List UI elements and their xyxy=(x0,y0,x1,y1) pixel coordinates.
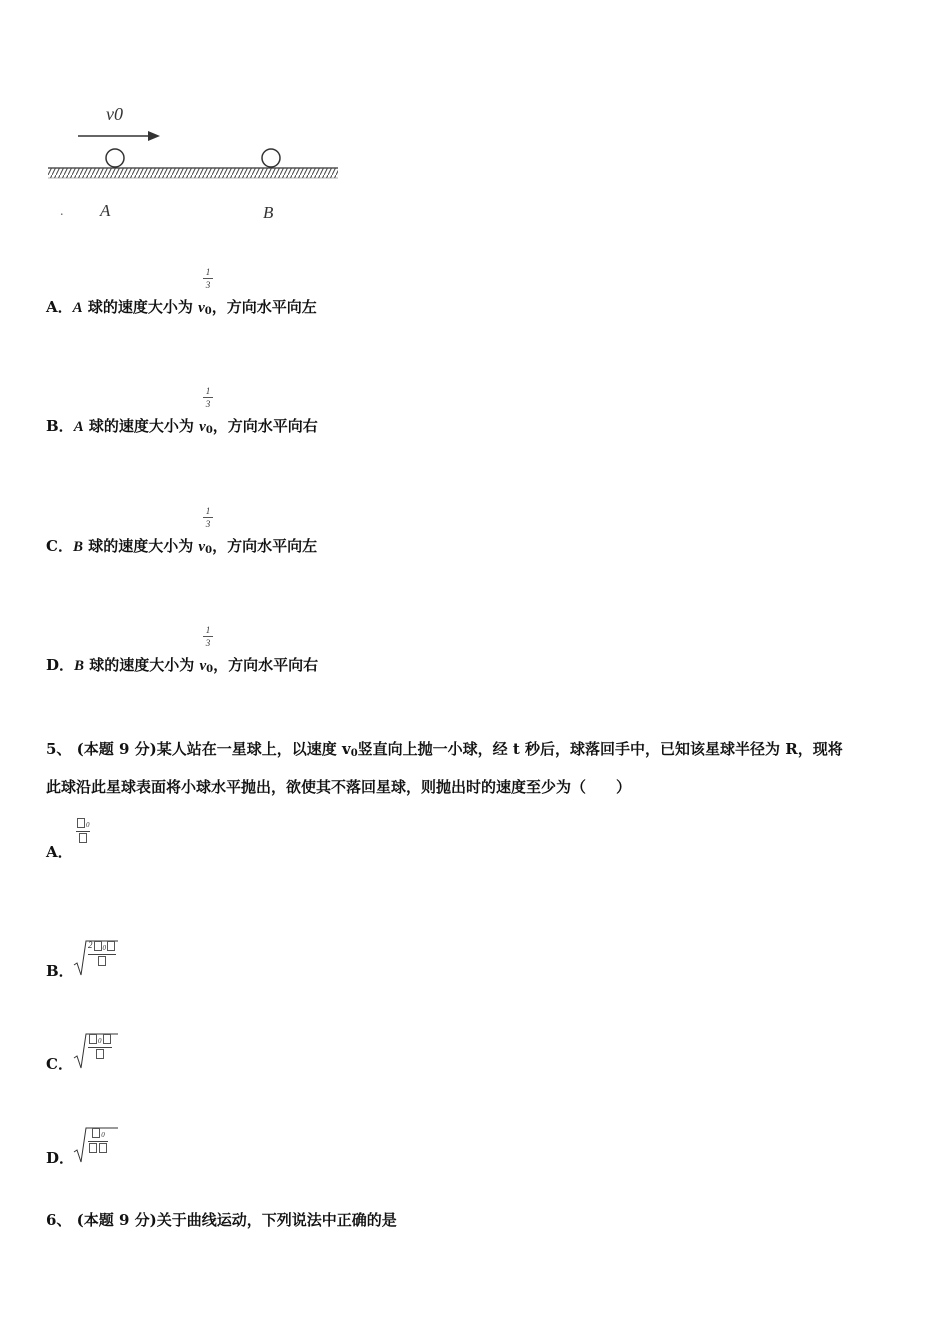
fraction-expression: 0 xyxy=(88,1033,112,1059)
one-third-fraction: 1 3 xyxy=(203,625,213,648)
option-text: C．B 球的速度大小为 $v_0$，方向水平向左 xyxy=(46,537,318,556)
collision-diagram xyxy=(40,95,350,230)
question-5-line-2: 此球沿此星球表面将小球水平抛出，欲使其不落回星球，则抛出时的速度至少为（ ） xyxy=(46,778,632,796)
ball-a xyxy=(106,149,124,167)
question-5-line-1: 5、 (本题 9 分)某人站在一星球上，以速度 v0竖直向上抛一小球，经 t 秒后，球落回手中，已知该星球半径为 R，现将 xyxy=(46,740,843,759)
option-letter: D． xyxy=(46,1149,75,1167)
velocity-label: v0 xyxy=(106,104,123,124)
option-letter: C． xyxy=(46,1055,73,1073)
fraction-expression: 0 xyxy=(88,1127,108,1153)
one-third-fraction: 1 3 xyxy=(203,267,213,290)
option-text: D．B 球的速度大小为 $v_0$，方向水平向右 xyxy=(46,656,319,675)
fraction-expression: 0 xyxy=(76,817,90,843)
option-letter: B． xyxy=(46,962,74,980)
option-text: A．A 球的速度大小为 $v_0$，方向水平向左 xyxy=(46,298,317,317)
question-6: 6、 (本题 9 分)关于曲线运动，下列说法中正确的是 xyxy=(46,1211,397,1229)
collision-figure xyxy=(40,95,350,230)
option-letter: A． xyxy=(46,843,73,861)
ball-a-label: A xyxy=(100,201,111,220)
ball-b-label: B xyxy=(263,203,274,222)
dot-label: . xyxy=(60,204,64,219)
ground-hatch xyxy=(48,168,338,178)
fraction-expression: 2 $_0$ xyxy=(88,940,116,966)
one-third-fraction: 1 3 xyxy=(203,506,213,529)
velocity-arrow xyxy=(78,131,160,141)
option-text: B．A 球的速度大小为 $v_0$，方向水平向右 xyxy=(46,417,318,436)
ball-b xyxy=(262,149,280,167)
one-third-fraction: 1 3 xyxy=(203,386,213,409)
